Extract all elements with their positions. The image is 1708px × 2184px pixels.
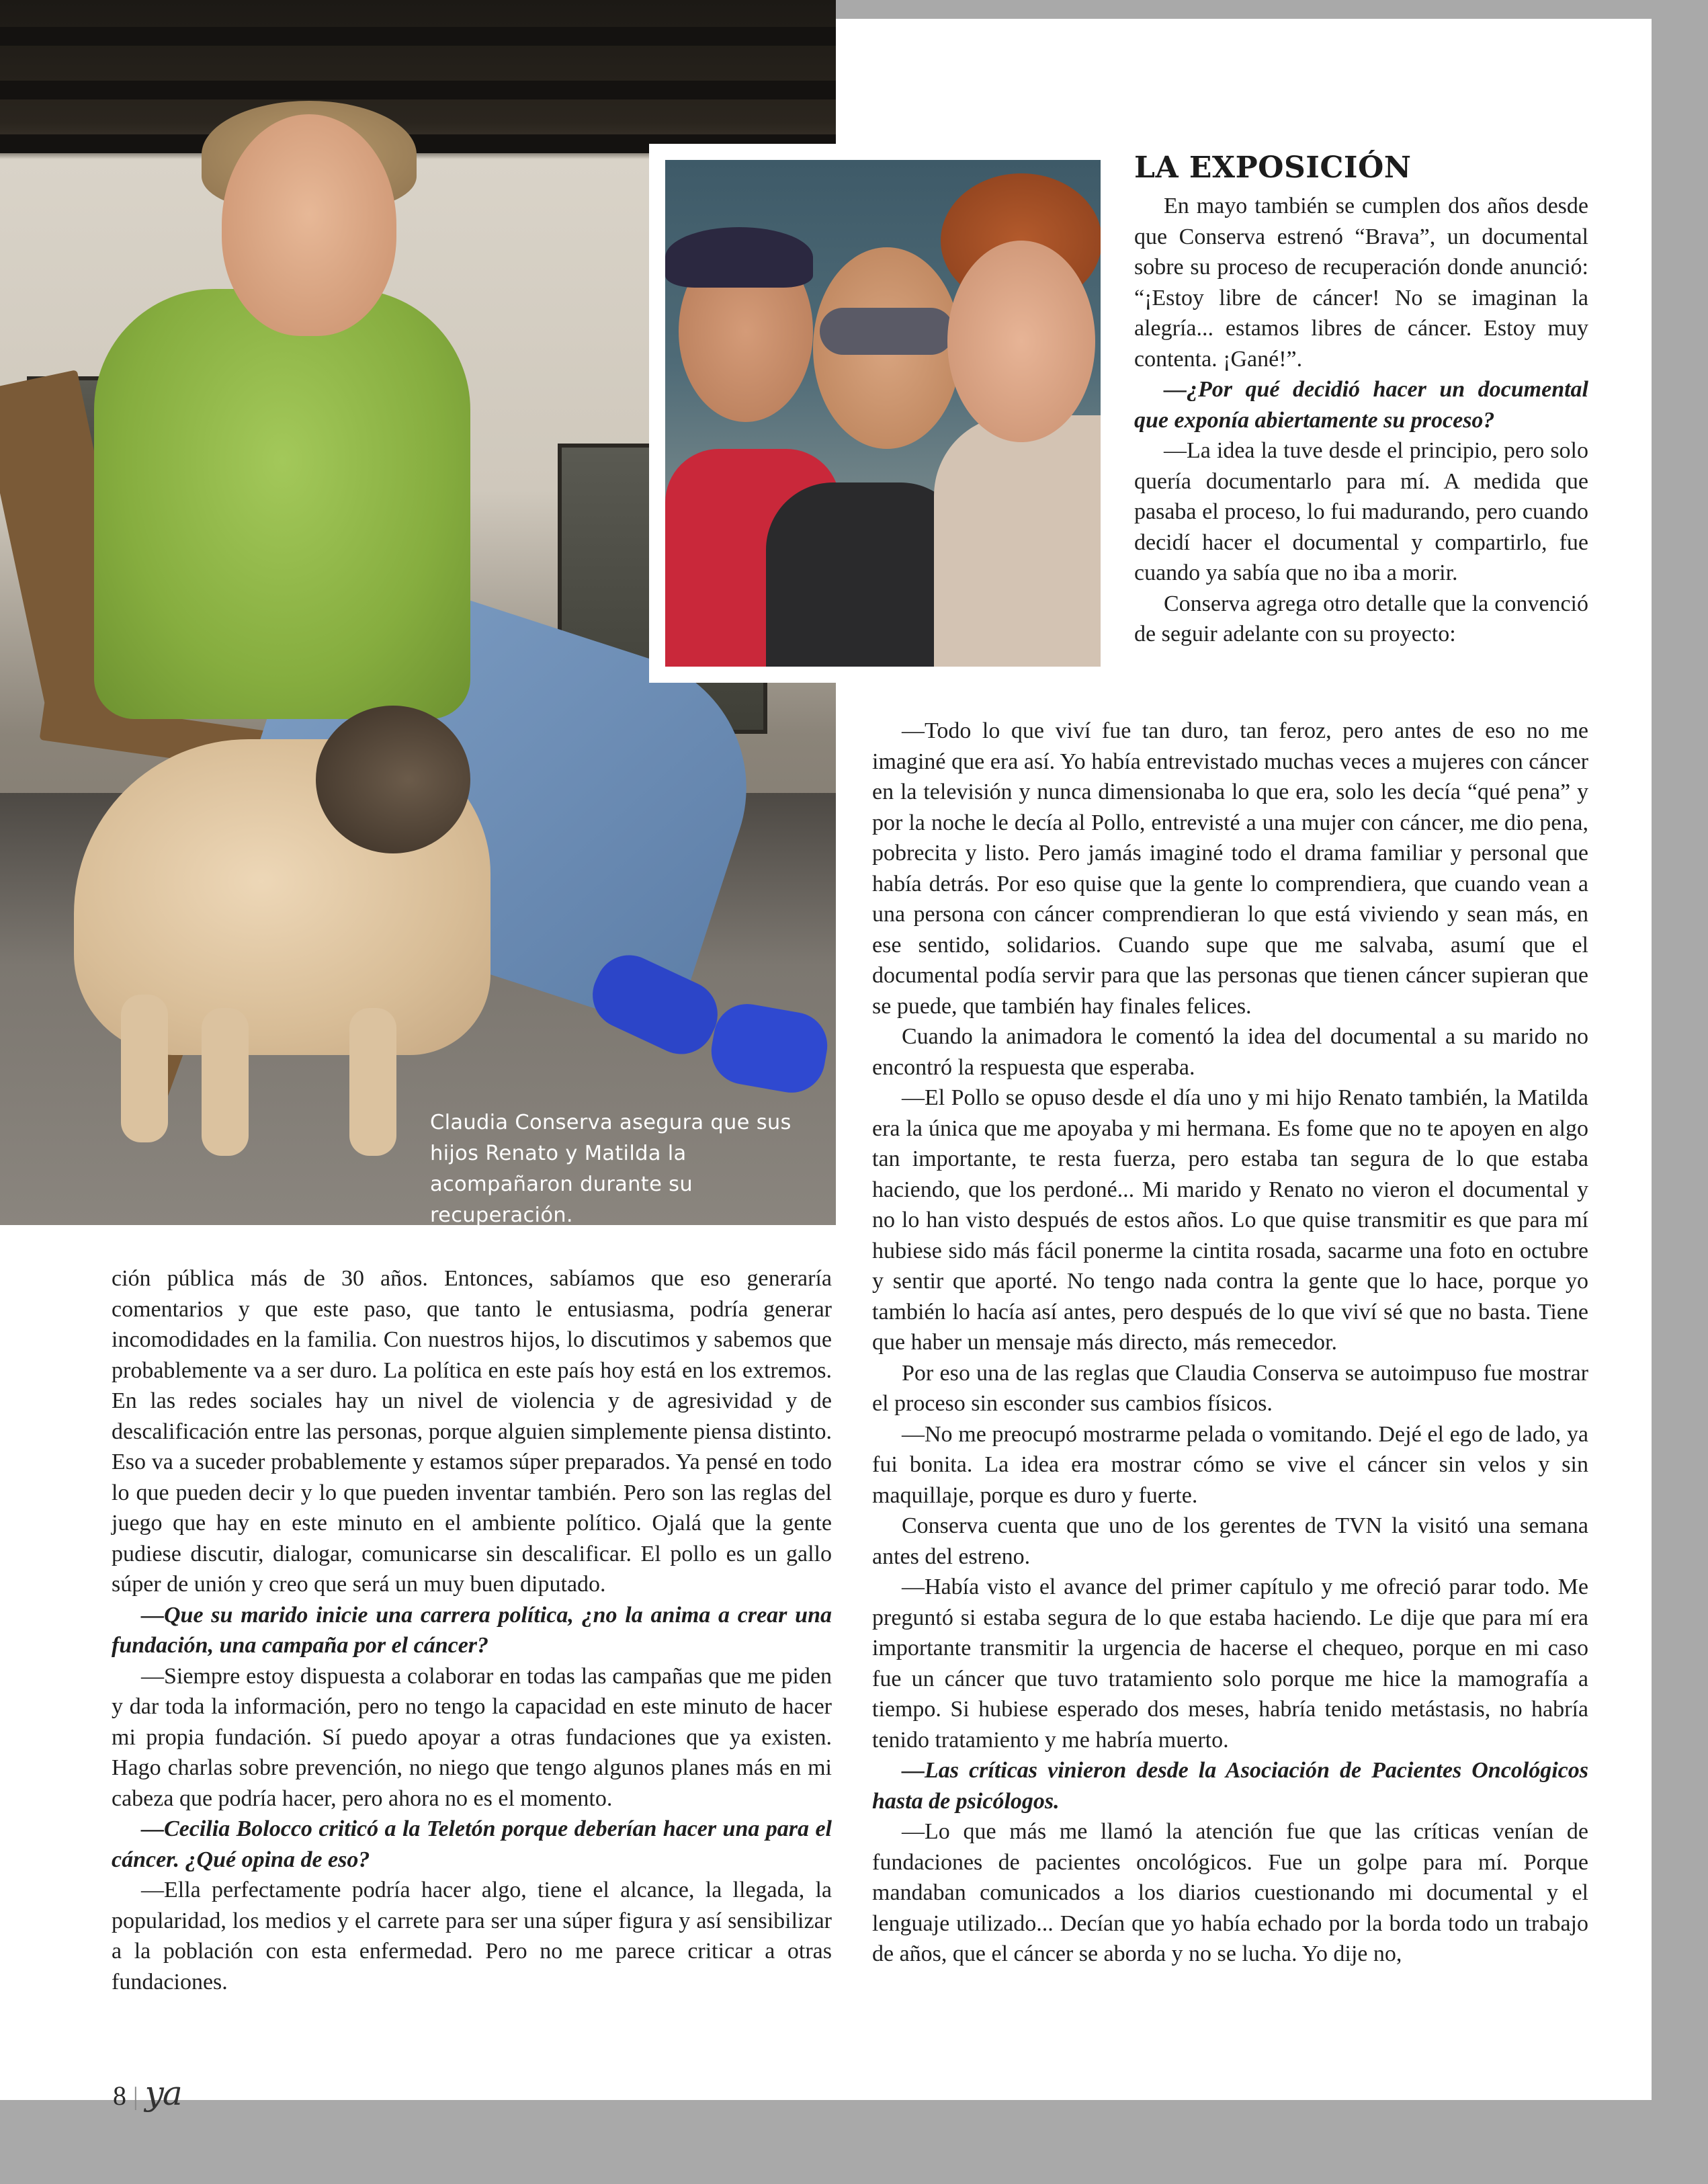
interview-question: —Cecilia Bolocco criticó a la Teletón porque deberían hacer una para el cáncer. ¿Qué opina de eso? <box>112 1816 832 1872</box>
paragraph: —El Pollo se opuso desde el día uno y mi hijo Renato también, la Matilda era la única que me apoyaba y mi hermana. Es fome que no te apoyen en algo tan importante, te resta fuerza, pero estaba tan segura de lo que estaba haciendo, que los perdoné... Mi marido y Renato no vieron el documental y no lo han visto después de estos años. Lo que quise transmitir es que para mí hubiese sido más fácil ponerme la cintita rosada, sacarme una foto en octubre y sentir que aporté. No tengo nada contra la gente que lo hace, porque yo también lo hacía así antes, pero después de lo que viví sé que no basta. Tiene que haber un mensaje más directo, más remecedor. <box>872 1085 1588 1355</box>
folio-separator: | <box>133 2083 138 2111</box>
paragraph: ción pública más de 30 años. Entonces, sabíamos que eso generaría comentarios y que este paso, que tanto le entusiasma, podría generar incomodidades en la familia. Con nuestros hijos, lo discutimos y sabemos que probablemente va a ser duro. La política en este país hoy está en los extremos. En las redes sociales hay un nivel de violencia y de agresividad y de descalificación entre las personas, porque alguien simplemente piensa distinto. Eso va a suceder probablemente y estamos súper preparados. Ya pensé en todo lo que pueden decir y lo que pueden inventar también. Pero son las reglas del juego que hay en este minuto en el ambiente político. Ojalá que la gente pudiese discutir, dialogar, comunicarse sin descalificar. El pollo es un gallo súper de unión y creo que será un muy buen diputado. <box>112 1266 832 1597</box>
pug-leg <box>202 1008 249 1156</box>
paragraph: En mayo también se cumplen dos años desde que Conserva estrenó “Brava”, un documental sobre su proceso de recuperación donde anunció: “¡Estoy libre de cáncer! No se imaginan la alegría... estamos libres de cáncer. Estoy muy contenta. ¡Gané!”. <box>1134 194 1588 372</box>
interview-question: —¿Por qué decidió hacer un documental que exponía abiertamente su proceso? <box>1134 377 1588 433</box>
paragraph: Cuando la animadora le comentó la idea del documental a su marido no encontró la respuesta que esperaba. <box>872 1024 1588 1080</box>
paragraph: —Todo lo que viví fue tan duro, tan feroz, pero antes de eso no me imaginé que era así. Yo había entrevistado muchas veces a mujeres con cáncer en la televisión y nunca dimensionaba lo que era, solo les decía “qué pena” y por la noche le decía al Pollo, entrevisté a una mujer con cáncer, me dio pena, pobrecita y listo. Pero jamás imaginé todo el drama familiar y personal que había detrás. Por eso quise que la gente lo comprendiera, que cuando vean a una persona con cáncer comprendieran lo que está viviendo y sean más, en ese sentido, solidarios. Cuando supe que me salvaba, asumí que el documental podía servir para que las personas que tienen cáncer supieran que se puede, que también hay finales felices. <box>872 718 1588 1019</box>
page-number: 8 <box>113 2081 126 2111</box>
section-heading: LA EXPOSICIÓN <box>1134 151 1412 185</box>
paragraph: —La idea la tuve desde el principio, pero solo quería documentarlo para mí. A medida que pasaba el proceso, lo fui madurando, pero cuando decidí hacer el documental y compartirlo, fue cuando ya sabía que no iba a morir. <box>1134 438 1588 585</box>
smiling-woman-face <box>222 114 396 336</box>
inset-photo-frame <box>649 144 1117 683</box>
paragraph: —Había visto el avance del primer capítulo y me ofreció parar todo. Me preguntó si estaba segura de lo que estaba haciendo. Le dije que para mí era importante transmitir la urgencia de hacerse el chequeo, porque en mi caso fue un cáncer que tuvo tratamiento solo porque me hice la mamografía a tiempo. Si hubiese esperado dos meses, habría tenido metástasis, no habría tenido tratamiento y me habría muerto. <box>872 1574 1588 1753</box>
ceiling-beam <box>0 81 836 99</box>
green-jacket <box>94 289 470 719</box>
paragraph: Por eso una de las reglas que Claudia Conserva se autoimpuso fue mostrar el proceso sin esconder sus cambios físicos. <box>872 1360 1588 1416</box>
pug-dog-head <box>316 706 470 853</box>
page-folio <box>113 2074 181 2113</box>
magazine-logo: ya <box>144 2074 181 2113</box>
paragraph: Conserva cuenta que uno de los gerentes de TVN la visitó una semana antes del estreno. <box>872 1513 1588 1569</box>
interview-question: —Las críticas vinieron desde la Asociación de Pacientes Oncológicos hasta de psicólogos. <box>872 1758 1588 1814</box>
photo-caption: Claudia Conserva asegura que sus hijos Renato y Matilda la acompañaron durante su recuperación. <box>430 1111 792 1225</box>
page-margin-strip <box>836 0 1708 19</box>
grey-shirt <box>934 415 1101 667</box>
sunglasses <box>820 308 954 355</box>
paragraph: —Siempre estoy dispuesta a colaborar en todas las campañas que me piden y dar toda la información, pero no tengo la capacidad en este minuto de hacer mi propia fundación. Sí puedo apoyar a otras fundaciones que ya existen. Hago charlas sobre prevención, no niego que tengo algunos planes más en mi cabeza que podría hacer, pero ahora no es el momento. <box>112 1663 832 1811</box>
article-column-right <box>872 716 1588 1970</box>
interview-question: —Que su marido inicie una carrera política, ¿no la anima a crear una fundación, una campaña por el cáncer? <box>112 1602 832 1658</box>
paragraph: —No me preocupó mostrarme pelada o vomitando. Dejé el ego de lado, ya fui bonita. La idea era mostrar cómo se vive el cáncer sin velos y sin maquillaje, porque es duro y fuerte. <box>872 1421 1588 1508</box>
article-column-left <box>112 1263 832 1997</box>
ceiling-beam <box>0 27 836 46</box>
girl-headband <box>665 227 813 288</box>
inset-photo <box>665 160 1101 667</box>
pug-leg <box>349 1008 396 1156</box>
boy-face <box>947 241 1095 442</box>
paragraph: Conserva agrega otro detalle que la convenció de seguir adelante con su proyecto: <box>1134 591 1588 646</box>
paragraph: —Ella perfectamente podría hacer algo, tiene el alcance, la llegada, la popularidad, los medios y el carrete para ser una súper figura y así sensibilizar a la población con esta enfermedad. Pero no me parece criticar a otras fundaciones. <box>112 1878 832 1994</box>
pug-leg <box>121 995 168 1142</box>
paragraph: —Lo que más me llamó la atención fue que las críticas venían de fundaciones de pacientes oncológicos. Fue un golpe para mí. Porque mandaban comunicados a los diarios cuestionando mi documental y el lenguaje utilizado... Decían que yo había echado por la borda todo un trabajo de años, que el cáncer se aborda y no se lucha. Yo dije no, <box>872 1819 1588 1966</box>
article-column-top <box>1134 191 1588 650</box>
